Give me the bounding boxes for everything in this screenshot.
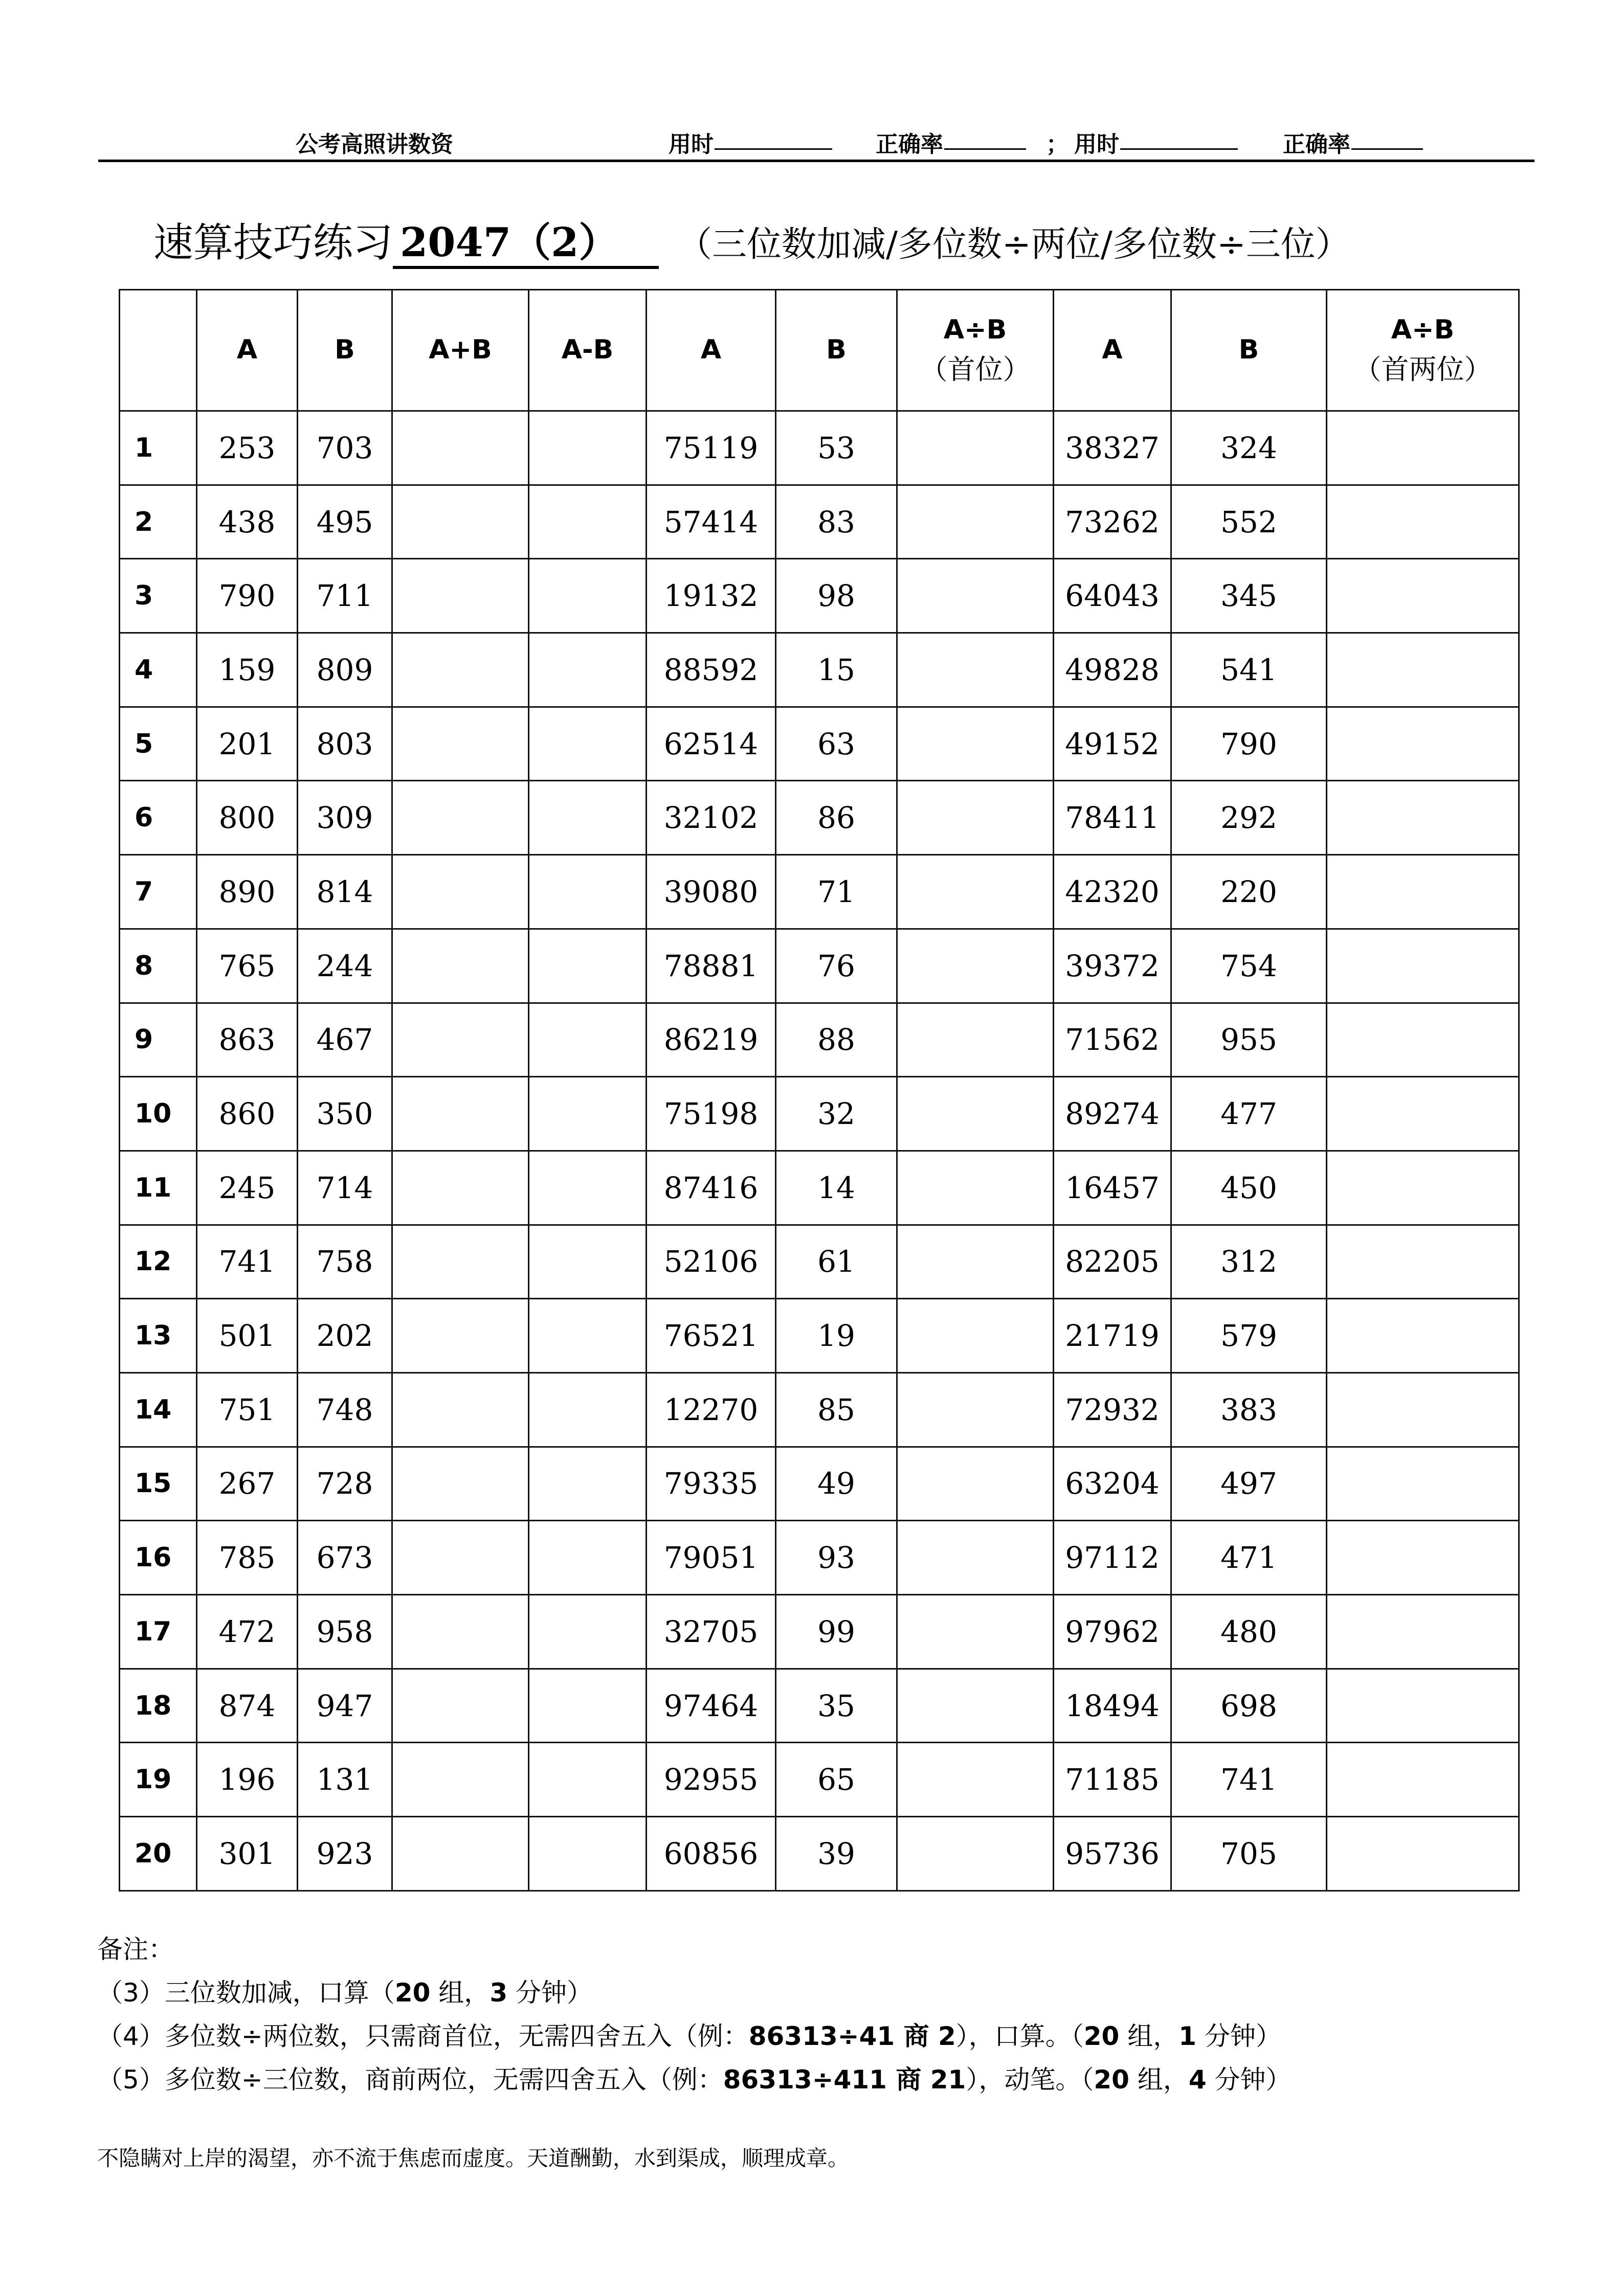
value-cell-a3: 39372 [1054,929,1171,1003]
value-cell-b1: 309 [298,781,392,855]
value-cell-a3: 63204 [1054,1447,1171,1521]
row-number: 1 [120,411,197,485]
page-title [153,211,1350,269]
value-cell-b2: 19 [776,1299,897,1373]
column-header-sublabel: （首两位） [1353,353,1492,386]
value-cell-b2: 32 [776,1077,897,1151]
answer-cell-diff[interactable] [529,633,647,707]
value-cell-b1: 131 [298,1743,392,1817]
value-cell-a1: 501 [197,1299,298,1373]
answer-cell-diff[interactable] [529,1003,647,1077]
value-cell-a3: 95736 [1054,1817,1171,1891]
table-row [120,1077,1519,1151]
answer-cell-sum[interactable] [392,781,529,855]
value-cell-a2: 75119 [647,411,776,485]
answer-cell-q3[interactable] [1327,929,1519,1003]
value-cell-b1: 728 [298,1447,392,1521]
answer-cell-sum[interactable] [392,1447,529,1521]
value-cell-a1: 785 [197,1521,298,1595]
value-cell-b3: 345 [1171,559,1327,633]
value-cell-b3: 324 [1171,411,1327,485]
column-header-3 [392,290,529,411]
value-cell-a1: 874 [197,1669,298,1743]
answer-cell-sum[interactable] [392,633,529,707]
value-cell-a1: 741 [197,1225,298,1299]
value-cell-a2: 92955 [647,1743,776,1817]
row-number: 3 [120,559,197,633]
value-cell-a3: 38327 [1054,411,1171,485]
answer-cell-q3[interactable] [1327,1595,1519,1669]
notes-heading: 备注： [97,1934,174,1964]
answer-cell-q2[interactable] [897,781,1054,855]
table-row [120,855,1519,929]
answer-cell-sum[interactable] [392,929,529,1003]
value-cell-b3: 705 [1171,1817,1327,1891]
row-number: 20 [120,1817,197,1891]
value-cell-a1: 800 [197,781,298,855]
row-number: 7 [120,855,197,929]
value-cell-a1: 863 [197,1003,298,1077]
value-cell-a3: 16457 [1054,1151,1171,1225]
motto-text: 不隐瞒对上岸的渴望，亦不流于焦虑而虚度。天道酬勤，水到渠成，顺理成章。 [97,2146,850,2171]
value-cell-b3: 477 [1171,1077,1327,1151]
answer-cell-diff[interactable] [529,1743,647,1817]
value-cell-a2: 88592 [647,633,776,707]
value-cell-b2: 65 [776,1743,897,1817]
value-cell-b1: 958 [298,1595,392,1669]
answer-cell-q3[interactable] [1327,411,1519,485]
column-header-label: B [1238,334,1259,366]
answer-cell-q2[interactable] [897,1003,1054,1077]
answer-cell-sum[interactable] [392,707,529,781]
answer-cell-q3[interactable] [1327,559,1519,633]
table-body [120,411,1519,1891]
value-cell-b3: 790 [1171,707,1327,781]
answer-cell-q2[interactable] [897,559,1054,633]
note-item-5: （5）多位数÷三位数，商前两位，无需四舍五入（例：86313÷411 商 21），动笔。（20 组，4 分钟） [97,2065,1292,2095]
answer-cell-diff[interactable] [529,485,647,559]
column-header-7 [897,290,1054,411]
table-row [120,633,1519,707]
answer-cell-q2[interactable] [897,1447,1054,1521]
value-cell-b2: 35 [776,1669,897,1743]
value-cell-a2: 39080 [647,855,776,929]
answer-cell-q3[interactable] [1327,855,1519,929]
value-cell-a3: 73262 [1054,485,1171,559]
value-cell-b1: 803 [298,707,392,781]
value-cell-a2: 79335 [647,1447,776,1521]
value-cell-b2: 99 [776,1595,897,1669]
title-main: 速算技巧练习 [153,220,393,266]
value-cell-b2: 71 [776,855,897,929]
answer-cell-sum[interactable] [392,1743,529,1817]
value-cell-a1: 253 [197,411,298,485]
value-cell-b3: 579 [1171,1299,1327,1373]
answer-cell-q2[interactable] [897,1372,1054,1447]
accuracy-blank-1[interactable] [944,126,1026,150]
column-header-0 [120,290,197,411]
answer-cell-diff[interactable] [529,929,647,1003]
answer-cell-q2[interactable] [897,1669,1054,1743]
value-cell-a1: 860 [197,1077,298,1151]
value-cell-b3: 450 [1171,1151,1327,1225]
row-number: 2 [120,485,197,559]
answer-cell-q2[interactable] [897,1595,1054,1669]
header-separator: ； [1046,131,1069,157]
answer-cell-sum[interactable] [392,1225,529,1299]
value-cell-b3: 480 [1171,1595,1327,1669]
table-row [120,1225,1519,1299]
table-header-row [120,290,1519,411]
answer-cell-q2[interactable] [897,707,1054,781]
value-cell-a3: 64043 [1054,559,1171,633]
value-cell-b3: 312 [1171,1225,1327,1299]
value-cell-a2: 86219 [647,1003,776,1077]
column-header-2 [298,290,392,411]
value-cell-b2: 76 [776,929,897,1003]
note-example: 86313÷411 商 21 [723,2065,966,2095]
answer-cell-sum[interactable] [392,855,529,929]
row-number: 11 [120,1151,197,1225]
column-header-label: A+B [429,334,492,366]
column-header-label: B [335,334,355,366]
time-field-1[interactable] [669,126,714,159]
answer-cell-diff[interactable] [529,1225,647,1299]
table-row [120,1669,1519,1743]
answer-cell-q3[interactable] [1327,1225,1519,1299]
value-cell-b2: 53 [776,411,897,485]
note-example: 86313÷41 商 2 [748,2021,956,2051]
answer-cell-q2[interactable] [897,855,1054,929]
table-row [120,1299,1519,1373]
answer-cell-sum[interactable] [392,1003,529,1077]
value-cell-a2: 79051 [647,1521,776,1595]
value-cell-b1: 714 [298,1151,392,1225]
answer-cell-sum[interactable] [392,1595,529,1669]
column-header-sublabel: （首位） [920,353,1031,386]
value-cell-a3: 49828 [1054,633,1171,707]
value-cell-a3: 71185 [1054,1743,1171,1817]
value-cell-b3: 497 [1171,1447,1327,1521]
answer-cell-sum[interactable] [392,1372,529,1447]
table-row [120,1003,1519,1077]
value-cell-a2: 57414 [647,485,776,559]
accuracy-field-2[interactable] [1283,126,1350,159]
answer-cell-diff[interactable] [529,1669,647,1743]
table-row [120,1817,1519,1891]
answer-cell-sum[interactable] [392,1521,529,1595]
row-number: 15 [120,1447,197,1521]
value-cell-a2: 97464 [647,1669,776,1743]
answer-cell-sum[interactable] [392,1817,529,1891]
value-cell-b2: 98 [776,559,897,633]
value-cell-a3: 78411 [1054,781,1171,855]
value-cell-a2: 32102 [647,781,776,855]
value-cell-a3: 97112 [1054,1521,1171,1595]
answer-cell-sum[interactable] [392,1299,529,1373]
column-header-label: B [826,334,847,366]
column-header-1 [197,290,298,411]
answer-cell-sum[interactable] [392,1151,529,1225]
answer-cell-q3[interactable] [1327,1669,1519,1743]
answer-cell-q2[interactable] [897,1077,1054,1151]
column-header-5 [647,290,776,411]
row-number: 19 [120,1743,197,1817]
value-cell-b1: 748 [298,1372,392,1447]
value-cell-b1: 711 [298,559,392,633]
note-item-3: （3）三位数加减，口算（20 组，3 分钟） [97,1978,593,2008]
answer-cell-q3[interactable] [1327,1817,1519,1891]
answer-cell-q3[interactable] [1327,1151,1519,1225]
value-cell-a3: 42320 [1054,855,1171,929]
column-header-label: A [1102,334,1123,366]
value-cell-b3: 220 [1171,855,1327,929]
value-cell-a2: 32705 [647,1595,776,1669]
value-cell-a2: 75198 [647,1077,776,1151]
row-number: 5 [120,707,197,781]
value-cell-b1: 467 [298,1003,392,1077]
row-number: 16 [120,1521,197,1595]
value-cell-b2: 85 [776,1372,897,1447]
answer-cell-sum[interactable] [392,1077,529,1151]
answer-cell-diff[interactable] [529,1077,647,1151]
answer-cell-q3[interactable] [1327,1077,1519,1151]
value-cell-b3: 292 [1171,781,1327,855]
value-cell-b2: 63 [776,707,897,781]
source-label: 公考高照讲数资 [296,131,453,157]
answer-cell-q2[interactable] [897,633,1054,707]
note-item-4: （4）多位数÷两位数，只需商首位，无需四舍五入（例：86313÷41 商 2），口算。（20 组，1 分钟） [97,2021,1281,2051]
accuracy-label-2: 正确率 [1283,131,1350,157]
value-cell-b3: 698 [1171,1669,1327,1743]
table-row [120,1372,1519,1447]
table-row [120,1447,1519,1521]
row-number: 4 [120,633,197,707]
answer-cell-q2[interactable] [897,929,1054,1003]
time-blank-2[interactable] [1120,126,1238,150]
table-row [120,707,1519,781]
value-cell-b1: 758 [298,1225,392,1299]
title-number: 2047（2） [393,221,659,269]
answer-cell-q3[interactable] [1327,781,1519,855]
row-number: 14 [120,1372,197,1447]
value-cell-a1: 201 [197,707,298,781]
value-cell-a3: 97962 [1054,1595,1171,1669]
page-header [0,126,1624,156]
answer-cell-sum[interactable] [392,559,529,633]
answer-cell-q3[interactable] [1327,1447,1519,1521]
value-cell-a3: 18494 [1054,1669,1171,1743]
accuracy-label-1: 正确率 [876,131,943,157]
time-label-1: 用时 [669,131,714,157]
row-number: 10 [120,1077,197,1151]
column-header-9 [1171,290,1327,411]
time-blank-1[interactable] [715,126,832,150]
answer-cell-sum[interactable] [392,1669,529,1743]
value-cell-b3: 955 [1171,1003,1327,1077]
value-cell-a3: 49152 [1054,707,1171,781]
value-cell-a2: 12270 [647,1372,776,1447]
answer-cell-q2[interactable] [897,1521,1054,1595]
value-cell-b1: 244 [298,929,392,1003]
value-cell-a2: 60856 [647,1817,776,1891]
column-header-label: A÷B [1391,314,1455,346]
answer-cell-diff[interactable] [529,1151,647,1225]
value-cell-b2: 61 [776,1225,897,1299]
answer-cell-diff[interactable] [529,1817,647,1891]
value-cell-a1: 790 [197,559,298,633]
answer-cell-diff[interactable] [529,707,647,781]
answer-cell-sum[interactable] [392,411,529,485]
value-cell-a3: 72932 [1054,1372,1171,1447]
accuracy-field-1[interactable] [876,126,943,159]
row-number: 13 [120,1299,197,1373]
value-cell-b3: 383 [1171,1372,1327,1447]
value-cell-b1: 809 [298,633,392,707]
header-divider [98,160,1534,162]
value-cell-a1: 196 [197,1743,298,1817]
value-cell-b1: 703 [298,411,392,485]
value-cell-b3: 552 [1171,485,1327,559]
answer-cell-q2[interactable] [897,1817,1054,1891]
column-header-label: A [236,334,258,366]
table-row [120,929,1519,1003]
answer-cell-q2[interactable] [897,1299,1054,1373]
answer-cell-q2[interactable] [897,1225,1054,1299]
value-cell-a1: 751 [197,1372,298,1447]
column-header-label: A÷B [943,314,1007,346]
value-cell-b2: 14 [776,1151,897,1225]
accuracy-blank-2[interactable] [1351,126,1423,150]
value-cell-b1: 947 [298,1669,392,1743]
column-header-label: A-B [561,334,614,366]
table-row [120,1151,1519,1225]
value-cell-a1: 267 [197,1447,298,1521]
answer-cell-diff[interactable] [529,1447,647,1521]
value-cell-a1: 472 [197,1595,298,1669]
answer-cell-diff[interactable] [529,855,647,929]
table-row [120,1743,1519,1817]
value-cell-b1: 923 [298,1817,392,1891]
value-cell-a1: 438 [197,485,298,559]
table-row [120,411,1519,485]
row-number: 18 [120,1669,197,1743]
table-row [120,1595,1519,1669]
row-number: 9 [120,1003,197,1077]
title-subtitle: （三位数加减/多位数÷两位/多位数÷三位） [677,224,1350,265]
value-cell-a2: 87416 [647,1151,776,1225]
column-header-6 [776,290,897,411]
table-row [120,781,1519,855]
answer-cell-q2[interactable] [897,1151,1054,1225]
time-field-2[interactable] [1074,126,1119,159]
value-cell-a2: 52106 [647,1225,776,1299]
answer-cell-diff[interactable] [529,411,647,485]
answer-cell-diff[interactable] [529,1521,647,1595]
row-number: 12 [120,1225,197,1299]
value-cell-b1: 350 [298,1077,392,1151]
answer-cell-q2[interactable] [897,1743,1054,1817]
value-cell-b2: 83 [776,485,897,559]
answer-cell-q3[interactable] [1327,707,1519,781]
table-row [120,485,1519,559]
value-cell-b1: 673 [298,1521,392,1595]
answer-cell-diff[interactable] [529,781,647,855]
column-header-10 [1327,290,1519,411]
answer-cell-q3[interactable] [1327,1521,1519,1595]
column-header-8 [1054,290,1171,411]
answer-cell-q2[interactable] [897,411,1054,485]
value-cell-a1: 245 [197,1151,298,1225]
answer-cell-q3[interactable] [1327,1743,1519,1817]
answer-cell-q3[interactable] [1327,1372,1519,1447]
value-cell-b2: 49 [776,1447,897,1521]
value-cell-b2: 15 [776,633,897,707]
answer-cell-sum[interactable] [392,485,529,559]
column-header-label: A [700,334,722,366]
value-cell-b3: 471 [1171,1521,1327,1595]
answer-cell-q3[interactable] [1327,633,1519,707]
answer-cell-q2[interactable] [897,485,1054,559]
answer-cell-diff[interactable] [529,1372,647,1447]
row-number: 6 [120,781,197,855]
table-row [120,559,1519,633]
time-label-2: 用时 [1074,131,1119,157]
row-number: 17 [120,1595,197,1669]
value-cell-a3: 89274 [1054,1077,1171,1151]
value-cell-a2: 19132 [647,559,776,633]
value-cell-b2: 39 [776,1817,897,1891]
answer-cell-diff[interactable] [529,559,647,633]
value-cell-b3: 541 [1171,633,1327,707]
value-cell-b2: 88 [776,1003,897,1077]
row-number: 8 [120,929,197,1003]
value-cell-a1: 159 [197,633,298,707]
answer-cell-q3[interactable] [1327,485,1519,559]
value-cell-a1: 765 [197,929,298,1003]
value-cell-b1: 202 [298,1299,392,1373]
practice-table [119,289,1520,1892]
value-cell-a3: 82205 [1054,1225,1171,1299]
value-cell-b1: 495 [298,485,392,559]
value-cell-b3: 741 [1171,1743,1327,1817]
value-cell-a3: 21719 [1054,1299,1171,1373]
answer-cell-q3[interactable] [1327,1003,1519,1077]
notes-section [97,1928,1292,2102]
answer-cell-diff[interactable] [529,1299,647,1373]
answer-cell-q3[interactable] [1327,1299,1519,1373]
table-row [120,1521,1519,1595]
value-cell-b3: 754 [1171,929,1327,1003]
value-cell-a2: 78881 [647,929,776,1003]
answer-cell-diff[interactable] [529,1595,647,1669]
value-cell-b1: 814 [298,855,392,929]
column-header-4 [529,290,647,411]
value-cell-b2: 86 [776,781,897,855]
value-cell-a2: 76521 [647,1299,776,1373]
value-cell-a2: 62514 [647,707,776,781]
value-cell-a1: 890 [197,855,298,929]
value-cell-b2: 93 [776,1521,897,1595]
value-cell-a1: 301 [197,1817,298,1891]
value-cell-a3: 71562 [1054,1003,1171,1077]
